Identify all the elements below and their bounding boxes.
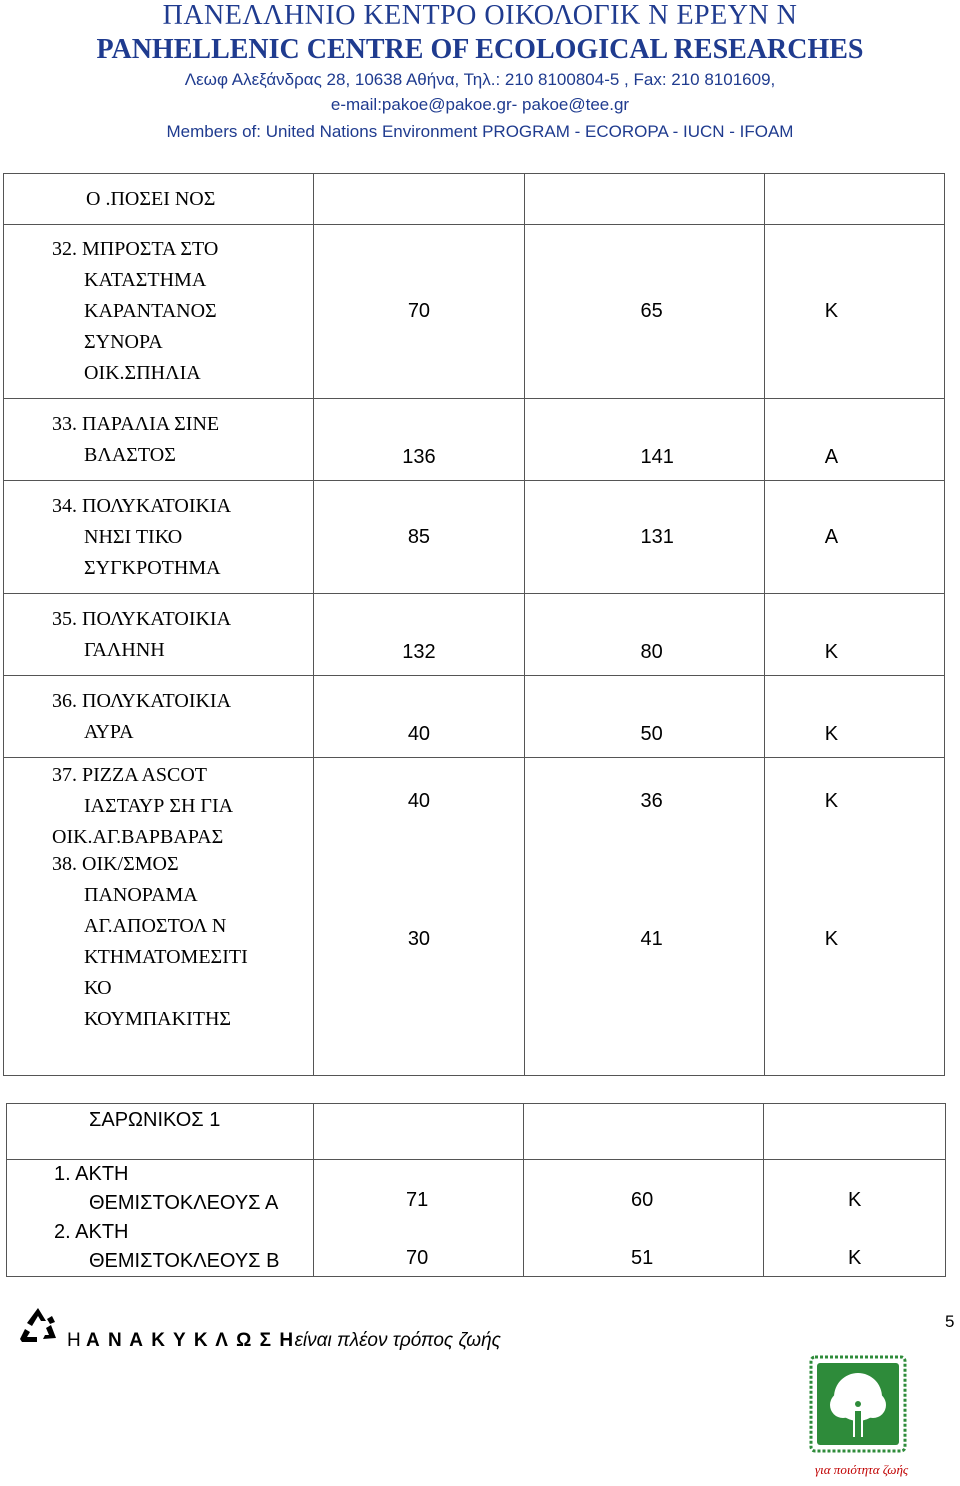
table-row <box>4 676 945 758</box>
value-cell: 30 <box>407 928 431 950</box>
value-cell: 36 <box>640 790 663 812</box>
rating-cell: Α <box>764 399 944 481</box>
value-cell: 40 <box>407 790 431 812</box>
org-address: Λεωφ Αλεξάνδρας 28, 10638 Αθήνα, Τηλ.: 210 8100804-5 , Fax: 210 8101609, <box>184 70 776 89</box>
location-cell <box>4 481 314 594</box>
value-cell: 141 <box>524 399 764 481</box>
slogan-bold: Α Ν Α Κ Υ Κ Λ Ω Σ Η <box>86 1330 295 1351</box>
rating-cell-group <box>764 1160 946 1277</box>
table-row <box>4 481 945 594</box>
value-cell-group <box>314 1160 524 1277</box>
section-title <box>7 1104 314 1160</box>
value-cell: 85 <box>314 481 524 594</box>
value-cell: 65 <box>524 225 764 399</box>
location-line: ΟΙΚ.ΑΓ.ΒΑΡΒΑΡΑΣ <box>52 826 224 848</box>
table-row <box>4 594 945 676</box>
location-line: 1. ΑΚΤΗ <box>54 1163 129 1185</box>
location-line: ΚΤΗΜΑΤΟΜΕΣΙΤΙ <box>84 946 248 968</box>
value-cell: 136 <box>314 399 524 481</box>
rating-cell: Κ <box>764 594 944 676</box>
location-line: 38. ΟΙΚ/ΣΜΟΣ <box>52 853 179 875</box>
tree-logo-icon <box>809 1355 907 1453</box>
location-line: ΣΥΓΚΡΟΤΗΜΑ <box>84 556 221 579</box>
org-name-english: PANHELLENIC CENTRE OF ECOLOGICAL RESEARCHES <box>96 34 864 65</box>
location-line: Ο .ΠΟΣΕΙ ΝΟΣ <box>86 187 216 210</box>
value-cell: 41 <box>640 928 663 950</box>
value-cell <box>314 1104 524 1160</box>
value-cell <box>314 174 524 225</box>
slogan-italic: είναι πλέον τρόπος ζωής <box>294 1330 501 1351</box>
value-cell: 71 <box>406 1189 429 1211</box>
value-cell: 51 <box>631 1247 654 1269</box>
location-line: ΙΑΣΤΑΥΡ ΣΗ ΓΙΑ <box>84 795 234 817</box>
measurements-table <box>3 173 945 1076</box>
location-line: ΘΕΜΙΣΤΟΚΛΕΟΥΣ Α <box>89 1192 279 1214</box>
location-line: 34. ΠΟΛΥΚΑΤΟΙΚΙΑ <box>52 494 232 517</box>
location-line: 32. ΜΠΡΟΣΤΑ ΣΤΟ <box>52 238 219 260</box>
table-row <box>4 758 945 1076</box>
value-cell <box>524 1104 764 1160</box>
location-cell <box>4 225 314 399</box>
location-cell <box>7 1160 314 1277</box>
location-cell <box>4 174 314 225</box>
page-number: 5 <box>945 1312 955 1331</box>
location-line: ΚΑΡΑΝΤΑΝΟΣ <box>84 300 217 322</box>
location-line: ΒΛΑΣΤΟΣ <box>84 443 176 466</box>
table-row <box>4 399 945 481</box>
rating-cell-group <box>764 758 944 1076</box>
value-cell: 131 <box>524 481 764 594</box>
logo-tagline: για ποιότητα ζωής <box>815 1462 909 1477</box>
value-cell: 70 <box>406 1247 429 1269</box>
location-line: 33. ΠΑΡΑΛΙΑ ΣΙΝΕ <box>52 412 220 435</box>
value-cell: 50 <box>524 676 764 758</box>
location-line: ΓΑΛΗΝΗ <box>84 638 165 661</box>
rating-cell: Α <box>764 481 944 594</box>
value-cell: 80 <box>524 594 764 676</box>
value-cell: 70 <box>314 225 524 399</box>
location-line: ΟΙΚ.ΣΠΗΛΙΑ <box>84 362 201 384</box>
section-title-text: ΣΑΡΩΝΙΚΟΣ 1 <box>89 1109 221 1131</box>
table-row <box>7 1160 946 1277</box>
saronikos-table <box>6 1103 946 1277</box>
value-cell: 60 <box>631 1189 654 1211</box>
location-line: ΚΑΤΑΣΤΗΜΑ <box>84 269 207 291</box>
table-row <box>4 174 945 225</box>
org-members: Members of: United Nations Environment PROGRAM - ECOROPA - IUCN - IFOAM <box>166 122 794 141</box>
location-line: 35. ΠΟΛΥΚΑΤΟΙΚΙΑ <box>52 607 232 630</box>
location-line: 37. PIZZA ASCOT <box>52 764 208 786</box>
value-cell-group <box>314 758 524 1076</box>
slogan-prefix: Η <box>67 1330 86 1351</box>
rating-cell: Κ <box>824 928 839 950</box>
value-cell <box>764 1104 946 1160</box>
value-cell: 132 <box>314 594 524 676</box>
location-line: 2. ΑΚΤΗ <box>54 1221 129 1243</box>
org-email: e-mail:pakoe@pakoe.gr- pakoe@tee.gr <box>330 95 630 114</box>
rating-cell: Κ <box>848 1247 862 1269</box>
recycling-slogan <box>67 1330 501 1352</box>
value-cell-group <box>524 1160 764 1277</box>
value-cell <box>524 174 764 225</box>
location-line: ΣΥΝΟΡΑ <box>84 331 163 353</box>
location-cell <box>4 676 314 758</box>
location-line: 36. ΠΟΛΥΚΑΤΟΙΚΙΑ <box>52 689 232 712</box>
value-cell-group <box>524 758 764 1076</box>
org-name-greek: ΠΑΝΕΛΛΗΝΙΟ ΚΕΝΤΡΟ ΟΙΚΟΛΟΓΙΚ Ν ΕΡΕΥΝ Ν <box>162 0 798 31</box>
rating-cell: Κ <box>764 676 944 758</box>
value-cell <box>764 174 944 225</box>
rating-cell: Κ <box>848 1189 862 1211</box>
location-line: ΑΥΡΑ <box>84 720 134 743</box>
table-row <box>4 225 945 399</box>
rating-cell: Κ <box>764 225 944 399</box>
location-line: ΝΗΣΙ ΤΙΚΟ <box>84 525 183 548</box>
location-line: ΘΕΜΙΣΤΟΚΛΕΟΥΣ Β <box>89 1250 280 1272</box>
location-cell <box>4 399 314 481</box>
table-row <box>7 1104 946 1160</box>
recycle-icon <box>17 1305 59 1347</box>
location-line: ΑΓ.ΑΠΟΣΤΟΛ Ν <box>84 915 227 937</box>
value-cell: 40 <box>314 676 524 758</box>
location-cell <box>4 758 314 1076</box>
location-line: ΚΟΥΜΠΑΚΙΤΗΣ <box>84 1008 232 1030</box>
location-line: ΠΑΝΟΡΑΜΑ <box>84 884 198 906</box>
location-line: ΚΟ <box>84 977 112 999</box>
rating-cell: Κ <box>824 790 839 812</box>
location-cell <box>4 594 314 676</box>
